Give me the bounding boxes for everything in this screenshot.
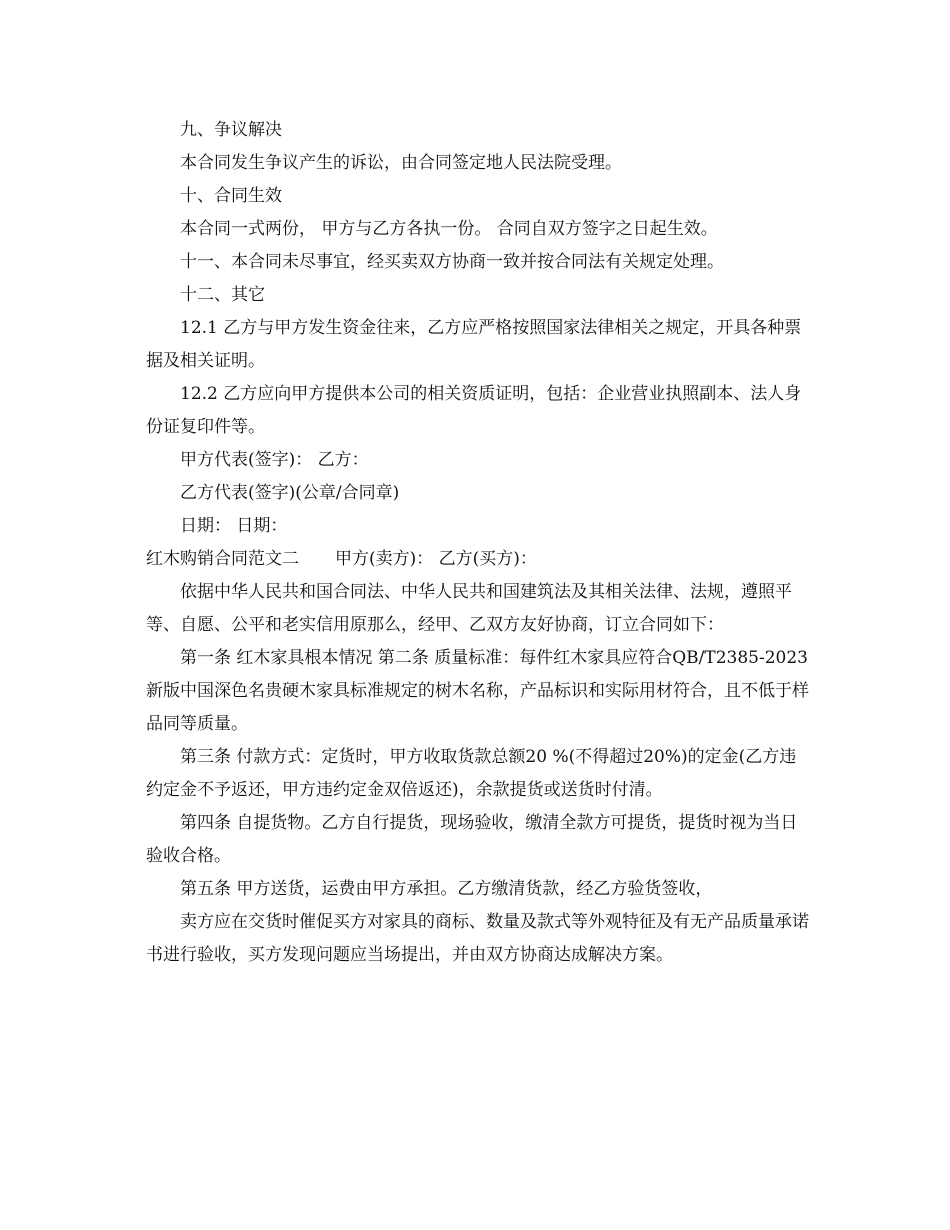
section-heading-other: 十二、其它 xyxy=(180,285,265,305)
paragraph-unsettled-matters: 十一、本合同未尽事宜，经买卖双方协商一致并按合同法有关规定处理。 xyxy=(180,252,724,272)
paragraph-preamble: 依据中华人民共和国合同法、中华人民共和国建筑法及其相关法律、法规，遵照平等、自愿、公平和老实信用原那么，经甲、乙双方友好协商，订立合同如下： xyxy=(146,582,792,635)
signature-party-b: 乙方代表(签字)(公章/合同章) xyxy=(180,483,400,503)
clause-12-2: 12.2 乙方应向甲方提供本公司的相关资质证明，包括：企业营业执照副本、法人身份证复印件等。 xyxy=(146,384,802,437)
document-body xyxy=(146,114,810,972)
article-1-2: 第一条 红木家具根本情况 第二条 质量标准：每件红木家具应符合QB/T2385-2023 新版中国深色名贵硬木家具标准规定的树木名称，产品标识和实际用材符合，且不低于样品同等质量。 xyxy=(146,648,809,734)
signature-party-a: 甲方代表(签字)： 乙方： xyxy=(180,450,369,470)
paragraph-effect: 本合同一式两份， 甲方与乙方各执一份。 合同自双方签字之日起生效。 xyxy=(180,219,718,239)
contract-two-header xyxy=(146,543,810,576)
article-4: 第四条 自提货物。乙方自行提货，现场验收，缴清全款方可提货，提货时视为当日验收合格。 xyxy=(146,813,798,866)
article-3: 第三条 付款方式：定货时，甲方收取货款总额20 %(不得超过20%)的定金(乙方违约定金不予返还，甲方违约定金双倍返还)，余款提货或送货时付清。 xyxy=(146,747,797,800)
paragraph-dispute: 本合同发生争议产生的诉讼，由合同签定地人民法院受理。 xyxy=(180,153,622,173)
contract-two-parties: 甲方(卖方)： 乙方(买方)： xyxy=(335,549,537,569)
section-heading-dispute: 九、争议解决 xyxy=(180,120,282,140)
signature-dates: 日期： 日期： xyxy=(180,516,288,536)
paragraph-inspection: 卖方应在交货时催促买方对家具的商标、数量及款式等外观特征及有无产品质量承诺书进行验收，买方发现问题应当场提出，并由双方协商达成解决方案。 xyxy=(146,912,809,965)
section-heading-effect: 十、合同生效 xyxy=(180,186,282,206)
contract-two-title: 红木购销合同范文二 xyxy=(146,549,299,569)
article-5: 第五条 甲方送货，运费由甲方承担。乙方缴清货款，经乙方验货签收， xyxy=(180,879,713,899)
clause-12-1: 12.1 乙方与甲方发生资金往来，乙方应严格按照国家法律相关之规定，开具各种票据及相关证明。 xyxy=(146,318,802,371)
